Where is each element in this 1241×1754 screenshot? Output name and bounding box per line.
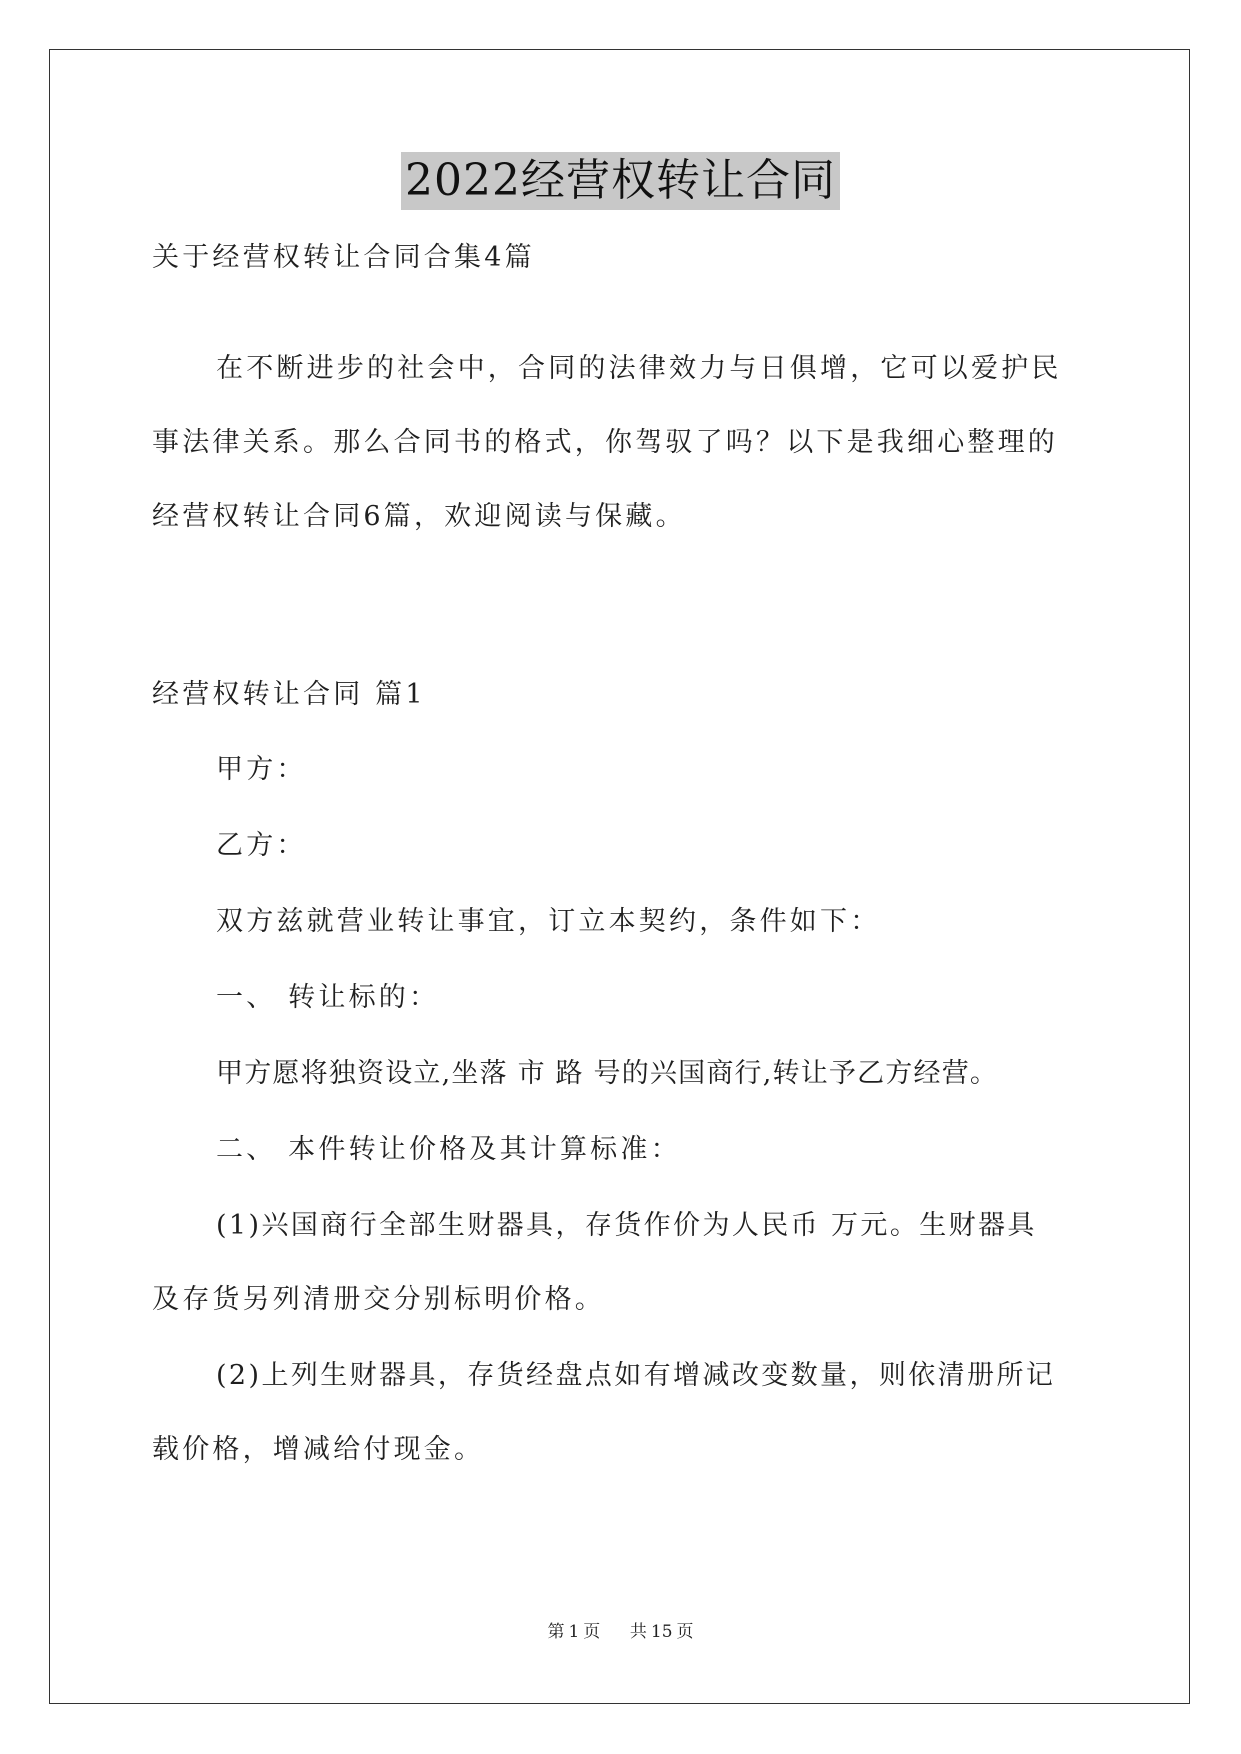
section-heading: 经营权转让合同 篇1	[152, 679, 426, 710]
title-container	[0, 152, 1241, 210]
preamble-text: 双方兹就营业转让事宜，订立本契约，条件如下：	[216, 906, 881, 937]
document-subtitle: 关于经营权转让合同合集4篇	[152, 242, 535, 273]
page-footer	[0, 1617, 1241, 1642]
item-2-line-2: 载价格，增减给付现金。	[152, 1434, 485, 1465]
item-1-line-1: (1)兴国商行全部生财器具，存货作价为人民币 万元。生财器具	[216, 1210, 1037, 1241]
clause-1-text: 甲方愿将独资设立,坐落 市 路 号的兴国商行,转让予乙方经营。	[216, 1058, 999, 1089]
intro-line-2: 事法律关系。那么合同书的格式，你驾驭了吗？以下是我细心整理的	[152, 427, 1058, 458]
party-a-label: 甲方：	[216, 754, 307, 785]
clause-1-heading: 一、 转让标的：	[216, 982, 440, 1013]
current-page-number: 1	[568, 1622, 580, 1642]
page-indicator: 第 1 页	[547, 1622, 601, 1642]
party-b-label: 乙方：	[216, 830, 307, 861]
item-2-line-1: (2)上列生财器具，存货经盘点如有增减改变数量，则依清册所记	[216, 1360, 1056, 1391]
clause-2-heading: 二、 本件转让价格及其计算标准：	[216, 1134, 681, 1165]
intro-line-3: 经营权转让合同6篇，欢迎阅读与保藏。	[152, 501, 686, 532]
item-1-line-2: 及存货另列清册交分别标明价格。	[152, 1284, 605, 1315]
total-pages-indicator: 共 15 页	[629, 1622, 694, 1642]
total-page-count: 15	[650, 1622, 673, 1642]
document-title: 2022经营权转让合同	[401, 152, 840, 210]
intro-line-1: 在不断进步的社会中，合同的法律效力与日俱增，它可以爱护民	[216, 353, 1062, 384]
